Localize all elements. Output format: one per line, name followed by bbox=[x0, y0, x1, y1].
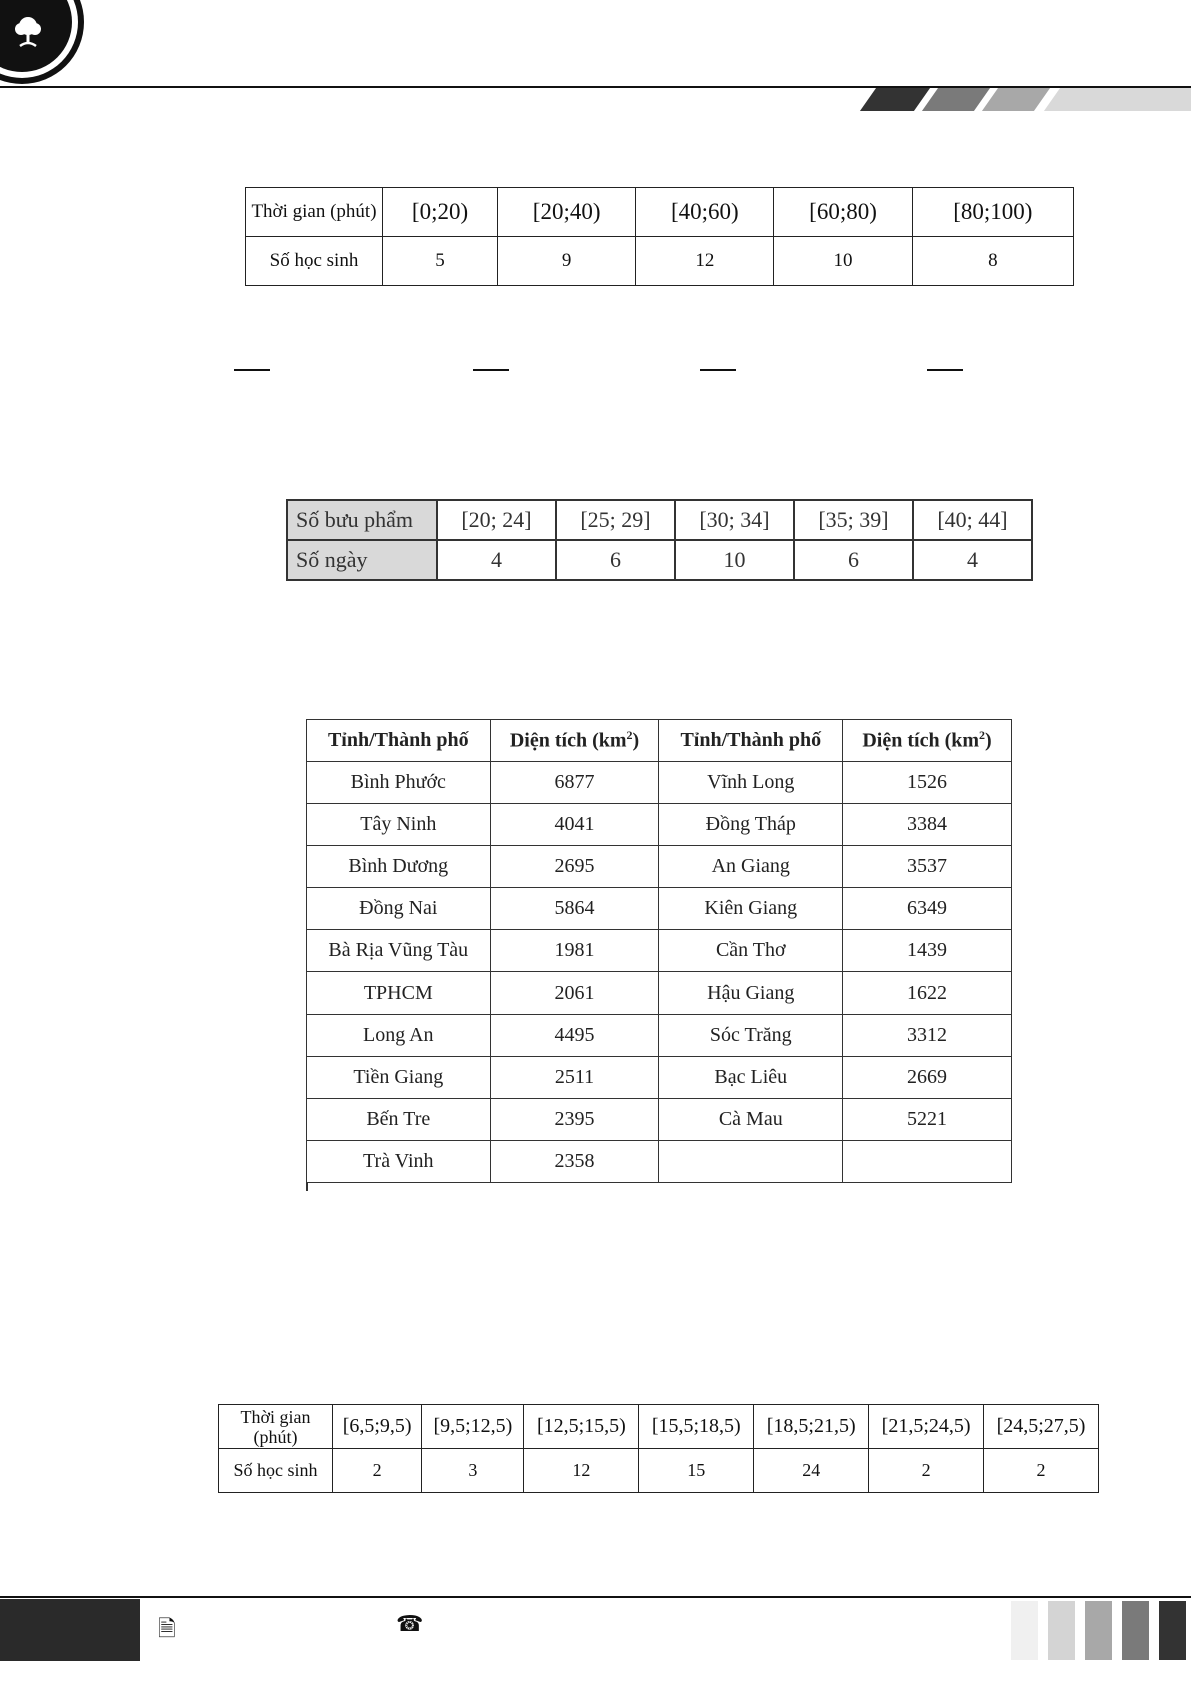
province-cell: Đồng Nai bbox=[307, 888, 491, 930]
province-cell: Bạc Liêu bbox=[659, 1056, 843, 1098]
table-header-cell: Thời gian (phút) bbox=[219, 1405, 333, 1449]
province-cell: Hậu Giang bbox=[659, 972, 843, 1014]
area-cell: 5221 bbox=[843, 1098, 1012, 1140]
table-row bbox=[307, 804, 1012, 846]
time-frequency-table-1 bbox=[245, 187, 1074, 286]
column-header: Diện tích $(km^2)$ bbox=[843, 720, 1012, 762]
value-cell: 6 bbox=[556, 540, 675, 580]
table-row bbox=[307, 846, 1012, 888]
interval-cell: [18,5;21,5) bbox=[754, 1405, 869, 1449]
area-cell: 6349 bbox=[843, 888, 1012, 930]
interval-cell: [0;20) bbox=[383, 188, 498, 237]
interval-cell: [21,5;24,5) bbox=[869, 1405, 984, 1449]
value-cell: 10 bbox=[774, 237, 912, 286]
footer-block bbox=[0, 1599, 140, 1661]
tree-icon bbox=[14, 16, 42, 48]
interval-cell: [6,5;9,5) bbox=[333, 1405, 422, 1449]
area-cell: 1622 bbox=[843, 972, 1012, 1014]
province-cell: Vĩnh Long bbox=[659, 762, 843, 804]
area-cell: 2061 bbox=[490, 972, 659, 1014]
column-header: Tỉnh/Thành phố bbox=[659, 720, 843, 762]
table-header-cell: Số bưu phẩm bbox=[287, 500, 437, 540]
interval-cell: [9,5;12,5) bbox=[422, 1405, 524, 1449]
area-cell: 1526 bbox=[843, 762, 1012, 804]
interval-cell: [30; 34] bbox=[675, 500, 794, 540]
province-cell: TPHCM bbox=[307, 972, 491, 1014]
area-cell: 3384 bbox=[843, 804, 1012, 846]
interval-cell: [40; 44] bbox=[913, 500, 1032, 540]
column-header: Diện tích $(km^2)$ bbox=[490, 720, 659, 762]
column-header: Tỉnh/Thành phố bbox=[307, 720, 491, 762]
province-cell: Bà Rịa Vũng Tàu bbox=[307, 930, 491, 972]
interval-cell: [40;60) bbox=[636, 188, 774, 237]
area-cell: 3537 bbox=[843, 846, 1012, 888]
province-cell bbox=[659, 1140, 843, 1182]
table-tick-mark bbox=[306, 1183, 308, 1191]
interval-cell: [15,5;18,5) bbox=[639, 1405, 754, 1449]
table-row bbox=[307, 762, 1012, 804]
province-cell: Bình Phước bbox=[307, 762, 491, 804]
province-cell: An Giang bbox=[659, 846, 843, 888]
province-area-table bbox=[306, 719, 1012, 1183]
value-cell: 8 bbox=[912, 237, 1073, 286]
table-header-cell: Thời gian (phút) bbox=[246, 188, 383, 237]
value-cell: 15 bbox=[639, 1449, 754, 1493]
province-cell: Sóc Trăng bbox=[659, 1014, 843, 1056]
interval-cell: [25; 29] bbox=[556, 500, 675, 540]
table-row bbox=[307, 930, 1012, 972]
parcel-frequency-table bbox=[286, 499, 1033, 581]
row-label-cell: Số học sinh bbox=[219, 1449, 333, 1493]
province-cell: Bến Tre bbox=[307, 1098, 491, 1140]
value-cell: 2 bbox=[869, 1449, 984, 1493]
value-cell: 10 bbox=[675, 540, 794, 580]
table-row bbox=[307, 1056, 1012, 1098]
fraction-bar bbox=[927, 369, 963, 371]
province-cell: Cà Mau bbox=[659, 1098, 843, 1140]
interval-cell: [35; 39] bbox=[794, 500, 913, 540]
area-cell: 1439 bbox=[843, 930, 1012, 972]
value-cell: 5 bbox=[383, 237, 498, 286]
table-row bbox=[307, 888, 1012, 930]
province-cell: Tiền Giang bbox=[307, 1056, 491, 1098]
value-cell: 24 bbox=[754, 1449, 869, 1493]
value-cell: 2 bbox=[984, 1449, 1099, 1493]
area-cell bbox=[843, 1140, 1012, 1182]
time-frequency-table-2 bbox=[218, 1404, 1099, 1493]
interval-cell: [60;80) bbox=[774, 188, 912, 237]
table-row bbox=[307, 1014, 1012, 1056]
area-cell: 2511 bbox=[490, 1056, 659, 1098]
province-cell: Bình Dương bbox=[307, 846, 491, 888]
area-cell: 2695 bbox=[490, 846, 659, 888]
interval-cell: [24,5;27,5) bbox=[984, 1405, 1099, 1449]
province-cell: Tây Ninh bbox=[307, 804, 491, 846]
value-cell: 12 bbox=[636, 237, 774, 286]
document-icon: 🗎 bbox=[158, 1617, 176, 1642]
interval-cell: [80;100) bbox=[912, 188, 1073, 237]
area-cell: 4495 bbox=[490, 1014, 659, 1056]
footer-rule bbox=[0, 1596, 1191, 1598]
area-cell: 3312 bbox=[843, 1014, 1012, 1056]
area-cell: 1981 bbox=[490, 930, 659, 972]
table-row bbox=[307, 1140, 1012, 1182]
province-cell: Cần Thơ bbox=[659, 930, 843, 972]
row-label-cell: Số ngày bbox=[287, 540, 437, 580]
area-cell: 5864 bbox=[490, 888, 659, 930]
value-cell: 4 bbox=[437, 540, 556, 580]
area-cell: 2358 bbox=[490, 1140, 659, 1182]
area-cell: 6877 bbox=[490, 762, 659, 804]
fraction-bar bbox=[473, 369, 509, 371]
province-cell: Kiên Giang bbox=[659, 888, 843, 930]
province-cell: Trà Vinh bbox=[307, 1140, 491, 1182]
value-cell: 9 bbox=[498, 237, 636, 286]
interval-cell: [20;40) bbox=[498, 188, 636, 237]
value-cell: 6 bbox=[794, 540, 913, 580]
value-cell: 12 bbox=[524, 1449, 639, 1493]
area-cell: 2669 bbox=[843, 1056, 1012, 1098]
fraction-bar bbox=[234, 369, 270, 371]
row-label-cell: Số học sinh bbox=[246, 237, 383, 286]
area-cell: 4041 bbox=[490, 804, 659, 846]
fraction-bar bbox=[700, 369, 736, 371]
province-cell: Đồng Tháp bbox=[659, 804, 843, 846]
table-row bbox=[307, 1098, 1012, 1140]
interval-cell: [20; 24] bbox=[437, 500, 556, 540]
value-cell: 3 bbox=[422, 1449, 524, 1493]
area-cell: 2395 bbox=[490, 1098, 659, 1140]
province-cell: Long An bbox=[307, 1014, 491, 1056]
value-cell: 4 bbox=[913, 540, 1032, 580]
phone-icon: ☎ bbox=[396, 1612, 424, 1637]
interval-cell: [12,5;15,5) bbox=[524, 1405, 639, 1449]
value-cell: 2 bbox=[333, 1449, 422, 1493]
table-row bbox=[307, 972, 1012, 1014]
